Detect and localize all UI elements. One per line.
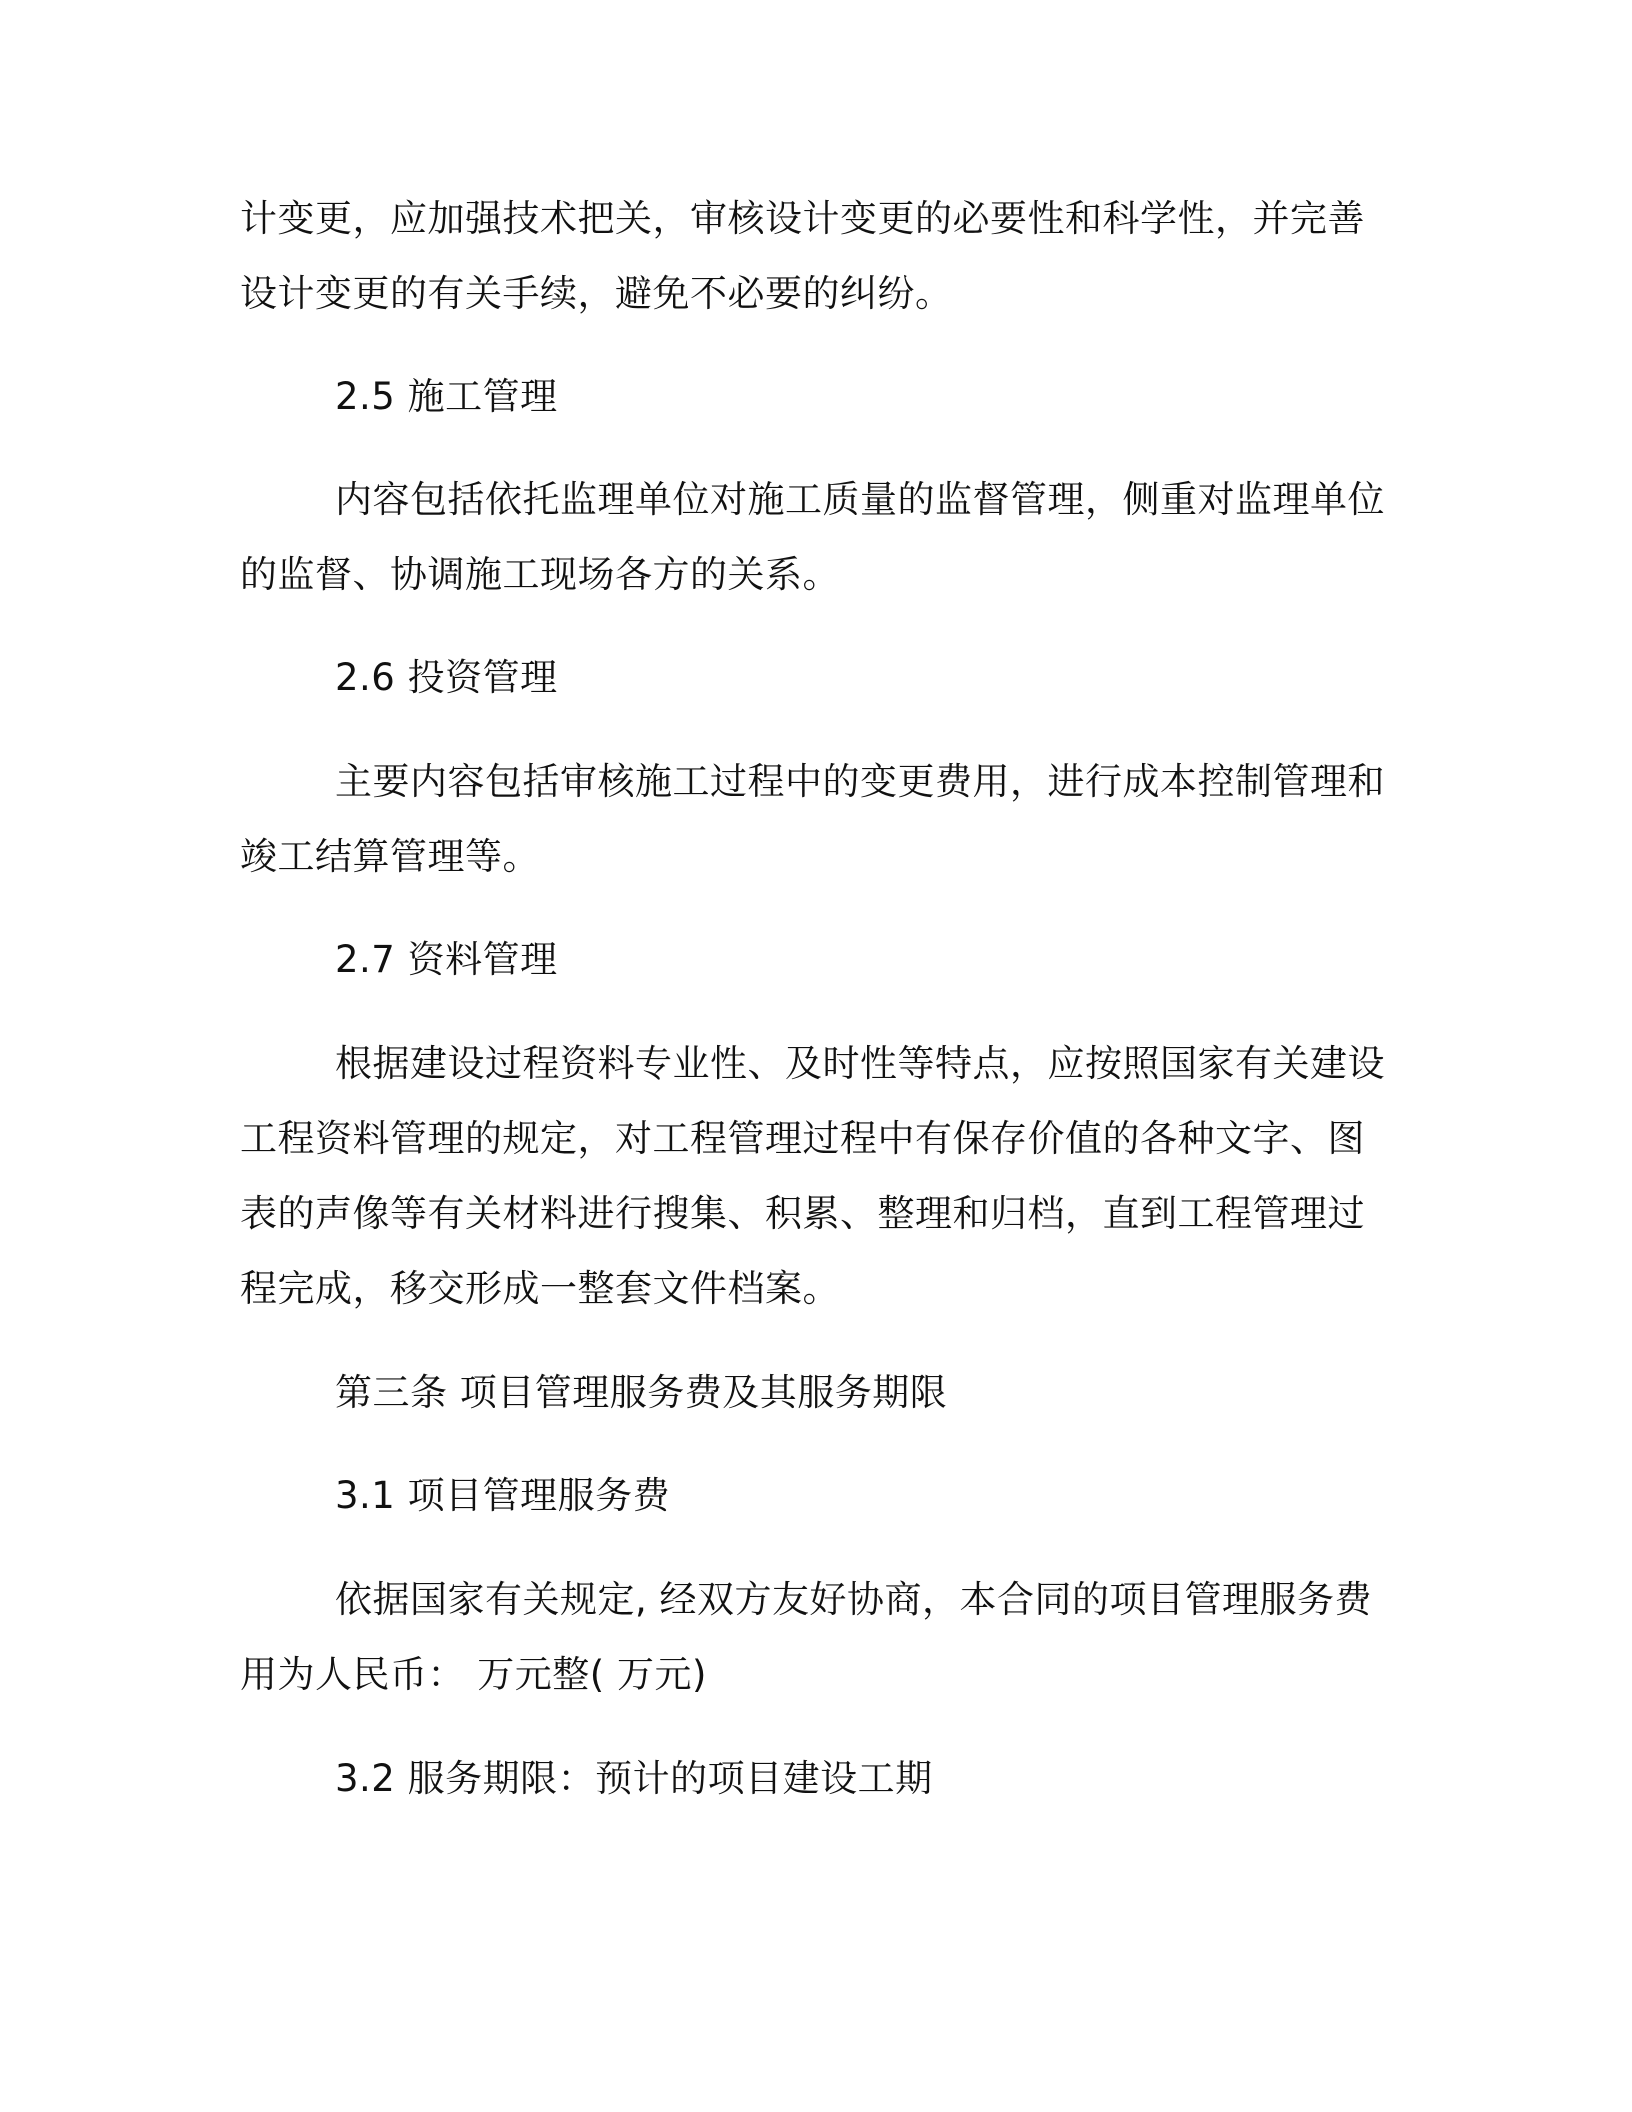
- section-heading-2-5: 2.5 施工管理: [335, 375, 558, 418]
- section-heading-3-2: 3.2 服务期限：预计的项目建设工期: [335, 1757, 933, 1800]
- section-heading-2-6: 2.6 投资管理: [335, 656, 558, 699]
- article-heading-3: 第三条 项目管理服务费及其服务期限: [335, 1371, 948, 1414]
- paragraph-line: 设计变更的有关手续，避免不必要的纠纷。: [240, 272, 953, 315]
- paragraph-line: 表的声像等有关材料进行搜集、积累、整理和归档，直到工程管理过: [240, 1192, 1365, 1235]
- paragraph-line: 内容包括依托监理单位对施工质量的监督管理，侧重对监理单位: [335, 478, 1385, 521]
- paragraph-line: 的监督、协调施工现场各方的关系。: [240, 553, 840, 596]
- document-page: [240, 0, 1390, 2112]
- paragraph-line: 工程资料管理的规定，对工程管理过程中有保存价值的各种文字、图: [240, 1117, 1365, 1160]
- paragraph-line: 根据建设过程资料专业性、及时性等特点，应按照国家有关建设: [335, 1042, 1385, 1085]
- paragraph-line: 用为人民币： 万元整( 万元): [240, 1653, 707, 1696]
- paragraph-line: 竣工结算管理等。: [240, 835, 540, 878]
- section-heading-2-7: 2.7 资料管理: [335, 938, 558, 981]
- section-heading-3-1: 3.1 项目管理服务费: [335, 1474, 671, 1517]
- paragraph-line: 计变更，应加强技术把关，审核设计变更的必要性和科学性，并完善: [240, 197, 1365, 240]
- paragraph-line: 程完成，移交形成一整套文件档案。: [240, 1267, 840, 1310]
- paragraph-line: 主要内容包括审核施工过程中的变更费用，进行成本控制管理和: [335, 760, 1385, 803]
- paragraph-line: 依据国家有关规定, 经双方友好协商，本合同的项目管理服务费: [335, 1578, 1373, 1621]
